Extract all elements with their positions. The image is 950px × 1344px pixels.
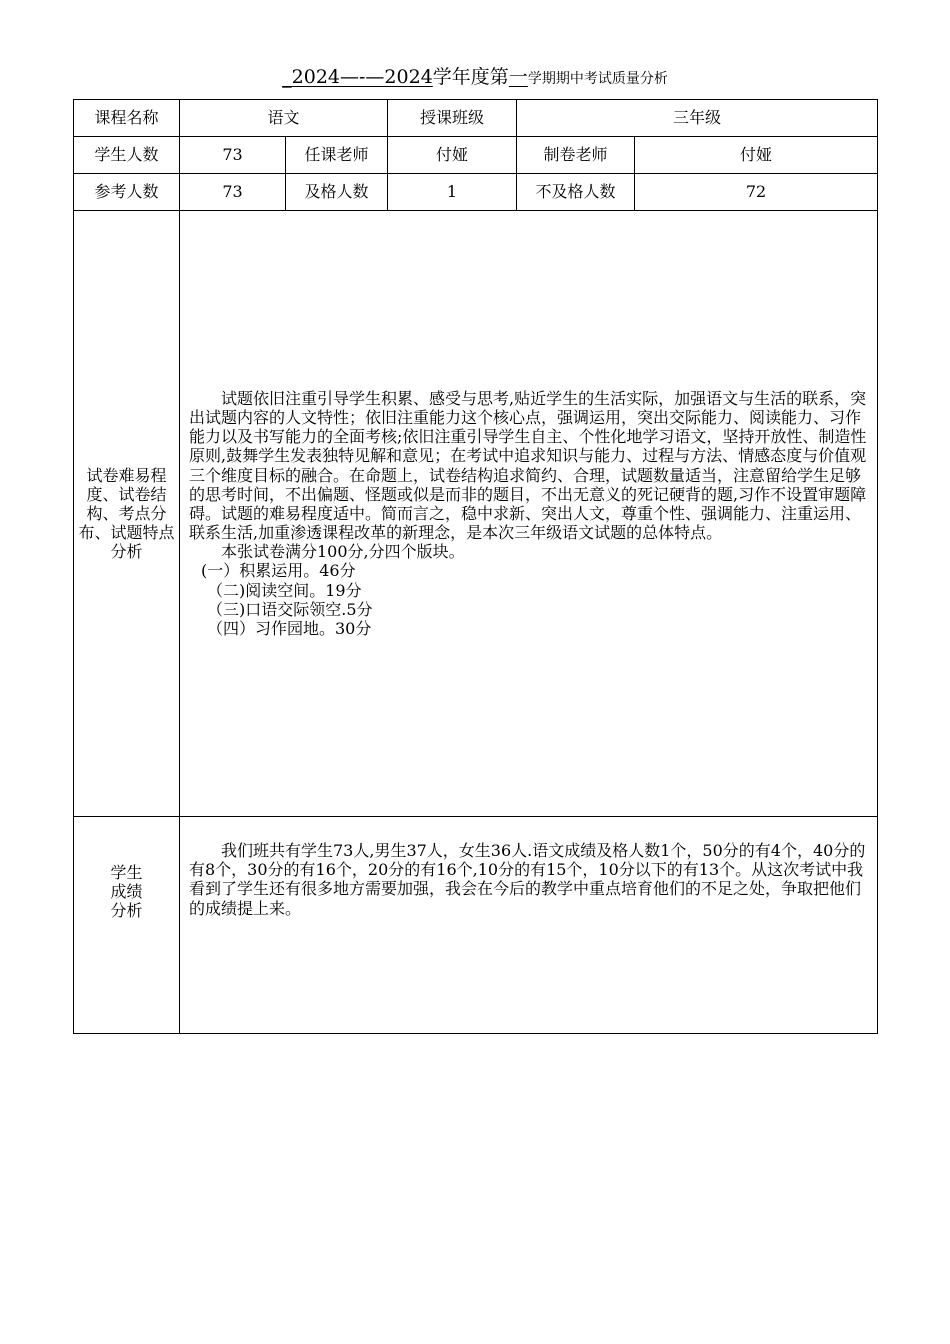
section-item: （四）习作园地。30分 [207,619,372,639]
title-rest: 学期期中考试质量分析 [527,71,668,87]
performance-content [180,817,878,1034]
class-value: 三年级 [517,100,878,137]
fail-value: 72 [635,174,878,211]
analysis-paragraph: 试题依旧注重引导学生积累、感受与思考,贴近学生的生活实际，加强语文与生活的联系，突出试题内容的人文特性；依旧注重能力这个核心点，强调运用，突出交际能力、阅读能力、习作能力以及书写能力的全面考核;依旧注重引导学生自主、个性化地学习语文，坚持开放性、制造性原则,鼓舞学生发表独特见解和意见；在考试中追求知识与能力、过程与方法、情感态度与价值观三个维度目标的融合。在命题上，试卷结构追求简约、合理，试题数量适当，注意留给学生足够的思考时间，不出偏题、怪题或似是而非的题目，不出无意义的死记硬背的题,习作不设置审题障碍。试题的难易程度适中。简而言之，稳中求新、突出人文，尊重个性、强调能力、注重运用、联系生活,加重渗透课程改革的新理念，是本次三年级语文试题的总体特点。 [189,388,867,543]
maker-label: 制卷老师 [517,137,635,174]
performance-paragraph: 我们班共有学生73人,男生37人，女生36人.语文成绩及格人数1个，50分的有4个，40分的有8个，30分的有16个，20分的有16个,10分的有15个，10分以下的有13个。从这次考试中我看到了学生还有很多地方需要加强，我会在今后的教学中重点培育他们的不足之处，争取把他们的成绩提上来。 [189,841,866,918]
title-term: 一 [508,66,528,88]
students-row [74,137,878,174]
fail-label: 不及格人数 [517,174,635,211]
section-item: (一）积累运用。46分 [201,561,356,581]
document-title [0,62,950,89]
analysis-label: 试卷难易程度、试卷结构、考点分布、试题特点分析 [74,211,180,817]
performance-label-line: 成绩 [110,882,143,902]
class-label: 授课班级 [388,100,517,137]
students-value: 73 [180,137,286,174]
exam-row [74,174,878,211]
analysis-content [180,211,878,817]
teacher-label: 任课老师 [286,137,388,174]
pass-label: 及格人数 [286,174,388,211]
pass-value: 1 [388,174,517,211]
performance-row [74,817,878,1034]
analysis-summary: 本张试卷满分100分,分四个版块。 [221,542,465,562]
section-item: （三)口语交际领空.5分 [207,599,373,619]
title-mid: 学年度第 [432,66,509,88]
students-label: 学生人数 [74,137,180,174]
exam-label: 参考人数 [74,174,180,211]
exam-value: 73 [180,174,286,211]
performance-label-line: 分析 [110,901,143,921]
teacher-value: 付娅 [388,137,517,174]
section-item: （二)阅读空间。19分 [207,580,362,600]
analysis-row [74,211,878,817]
analysis-form-table [73,99,878,1034]
course-label: 课程名称 [74,100,180,137]
performance-label [74,817,180,1034]
performance-label-line: 学生 [110,863,143,882]
course-value: 语文 [180,100,388,137]
course-row [74,100,878,137]
title-years: _2024—-—2024 [282,66,433,88]
maker-value: 付娅 [635,137,878,174]
